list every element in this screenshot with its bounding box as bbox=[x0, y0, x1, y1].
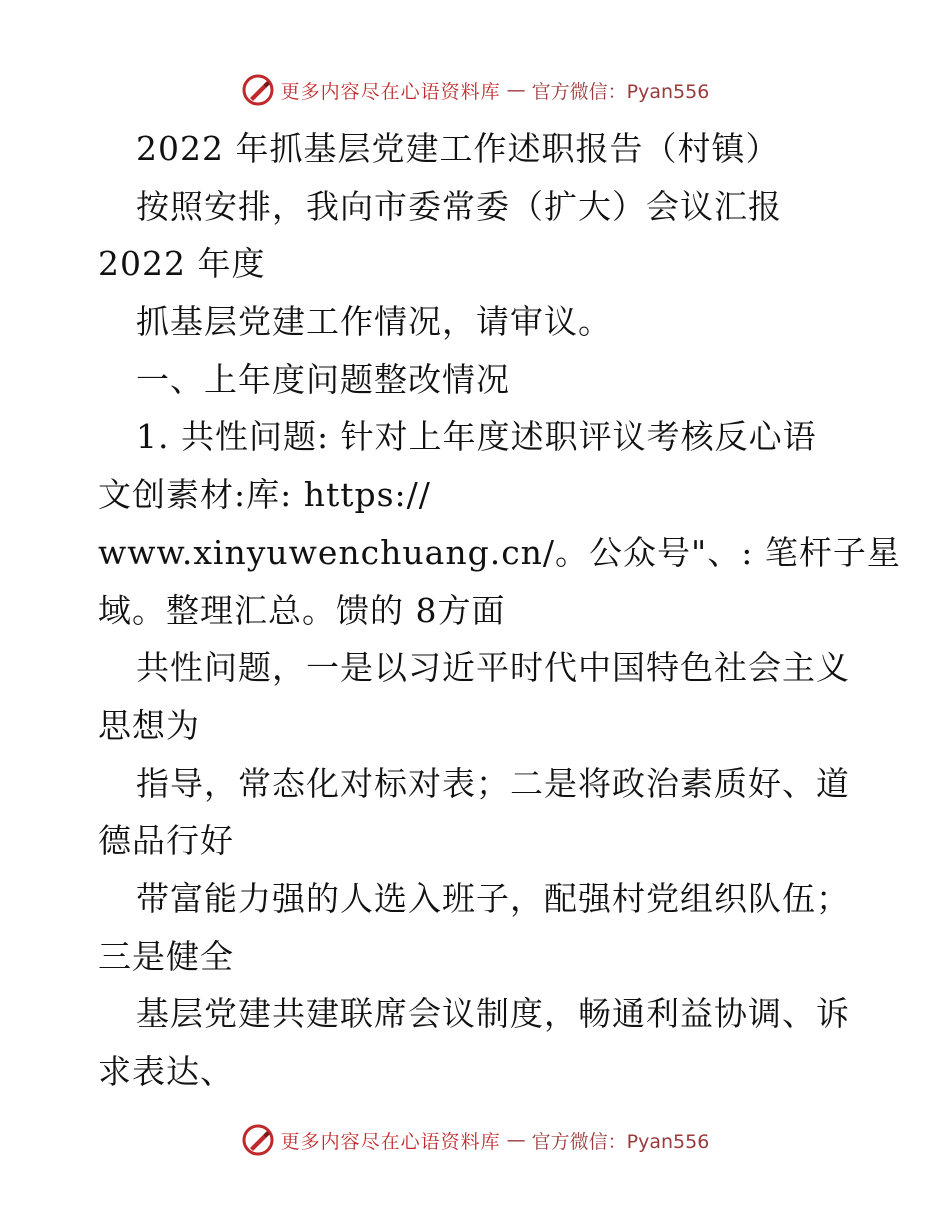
watermark-separator: — bbox=[506, 1129, 526, 1151]
watermark-text: 更多内容尽在心语资料库 bbox=[280, 1130, 501, 1153]
watermark-wechat: 官方微信：Pyan556 bbox=[531, 1130, 710, 1153]
watermark-banner-bottom bbox=[0, 1120, 950, 1160]
paragraph-line: 德品行好 bbox=[98, 821, 234, 861]
paragraph-line: 带富能力强的人选入班子，配强村党组织队伍； bbox=[136, 878, 850, 918]
paragraph-line: 按照安排，我向市委常委（扩大）会议汇报 bbox=[136, 186, 782, 226]
paragraph-line: 指导，常态化对标对表；二是将政治素质好、道 bbox=[136, 763, 850, 803]
paragraph-line: www.xinyuwenchuang.cn/。公众号"、: 笔杆子星 bbox=[98, 532, 901, 572]
watermark-banner-top bbox=[0, 70, 950, 110]
paragraph-line: 思想为 bbox=[98, 705, 200, 745]
paragraph-line: 域。整理汇总。馈的 8方面 bbox=[98, 590, 506, 630]
paragraph-line: 2022 年度 bbox=[98, 244, 266, 284]
pen-logo-icon bbox=[241, 73, 275, 107]
paragraph-line: 求表达、 bbox=[98, 1052, 234, 1091]
paragraph-line: 1. 共性问题: 针对上年度述职评议考核反心语 bbox=[136, 417, 817, 457]
paragraph-line: 文创素材:库: https:// bbox=[98, 475, 431, 515]
paragraph-line: 共性问题，一是以习近平时代中国特色社会主义 bbox=[136, 648, 850, 688]
paragraph-line: 基层党建共建联席会议制度，畅通利益协调、诉 bbox=[136, 994, 850, 1034]
watermark-text: 更多内容尽在心语资料库 bbox=[280, 80, 501, 103]
document-title: 2022 年抓基层党建工作述职报告（村镇） bbox=[136, 129, 780, 168]
watermark-separator: — bbox=[506, 79, 526, 101]
watermark-wechat: 官方微信：Pyan556 bbox=[531, 80, 710, 103]
document-body bbox=[98, 120, 901, 1101]
pen-logo-icon bbox=[241, 1123, 275, 1157]
paragraph-line: 三是健全 bbox=[98, 936, 234, 976]
paragraph-line: 抓基层党建工作情况，请审议。 bbox=[136, 302, 612, 342]
section-heading: 一、上年度问题整改情况 bbox=[136, 359, 510, 399]
